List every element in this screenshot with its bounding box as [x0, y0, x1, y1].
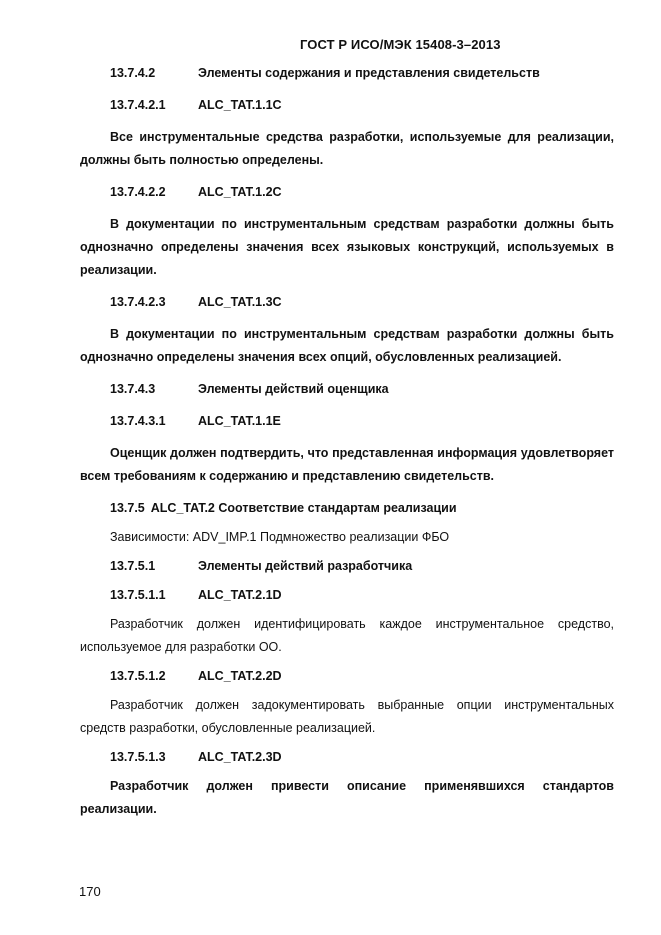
- paragraph: В документации по инструментальным средствам разработки должны быть однозначно определены значения всех опций, обусловленных реализацией.: [80, 327, 614, 364]
- section-title: Элементы действий оценщика: [198, 382, 389, 396]
- section-title: Элементы содержания и представления свидетельств: [198, 66, 540, 80]
- section-title: ALC_TAT.2 Соответствие стандартам реализации: [150, 501, 457, 515]
- section-number: 13.7.4.2: [110, 66, 156, 80]
- section-number: 13.7.4.2.1: [110, 98, 166, 112]
- section-number: 13.7.4.2.2: [110, 185, 166, 199]
- section-title: ALC_TAT.1.2C: [198, 185, 282, 199]
- section-number: 13.7.5.1.2: [110, 669, 166, 683]
- section-title: ALC_TAT.1.1C: [198, 98, 282, 112]
- dependencies-text: Зависимости: ADV_IMP.1 Подмножество реализации ФБО: [110, 530, 450, 544]
- section-heading: [80, 181, 614, 204]
- page-number: 170: [79, 884, 101, 899]
- section-heading: [80, 555, 614, 578]
- section-number: 13.7.4.3: [110, 382, 156, 396]
- document-body: [80, 62, 614, 821]
- section-heading: [80, 410, 614, 433]
- section-heading: [80, 584, 614, 607]
- section-number: 13.7.5: [110, 501, 145, 515]
- section-heading: [80, 746, 614, 769]
- section-heading: [80, 497, 614, 520]
- section-title: ALC_TAT.1.3C: [198, 295, 282, 309]
- paragraph: Оценщик должен подтвердить, что представленная информация удовлетворяет всем требованиям к содержанию и представлению свидетельств.: [80, 446, 614, 483]
- section-number: 13.7.5.1.3: [110, 750, 166, 764]
- section-title: Элементы действий разработчика: [198, 559, 413, 573]
- section-number: 13.7.5.1: [110, 559, 156, 573]
- section-title: ALC_TAT.2.1D: [198, 588, 282, 602]
- section-heading: [80, 62, 614, 85]
- section-title: ALC_TAT.2.2D: [198, 669, 282, 683]
- section-title: ALC_TAT.2.3D: [198, 750, 282, 764]
- paragraph: В документации по инструментальным средствам разработки должны быть однозначно определены значения всех языковых конструкций, используемых в реализации.: [80, 217, 614, 277]
- section-number: 13.7.5.1.1: [110, 588, 166, 602]
- section-number: 13.7.4.2.3: [110, 295, 166, 309]
- section-heading: [80, 94, 614, 117]
- document-header: ГОСТ Р ИСО/МЭК 15408-3–2013: [300, 37, 501, 52]
- section-number: 13.7.4.3.1: [110, 414, 166, 428]
- paragraph: Разработчик должен задокументировать выбранные опции инструментальных средств разработки, обусловленные реализацией.: [80, 698, 614, 735]
- section-heading: [80, 665, 614, 688]
- section-heading: [80, 378, 614, 401]
- paragraph: Разработчик должен идентифицировать каждое инструментальное средство, используемое для разработки ОО.: [80, 617, 614, 654]
- section-title: ALC_TAT.1.1E: [198, 414, 281, 428]
- paragraph: Все инструментальные средства разработки, используемые для реализации, должны быть полностью определены.: [80, 130, 614, 167]
- paragraph: Разработчик должен привести описание применявшихся стандартов реализации.: [80, 779, 614, 816]
- section-heading: [80, 291, 614, 314]
